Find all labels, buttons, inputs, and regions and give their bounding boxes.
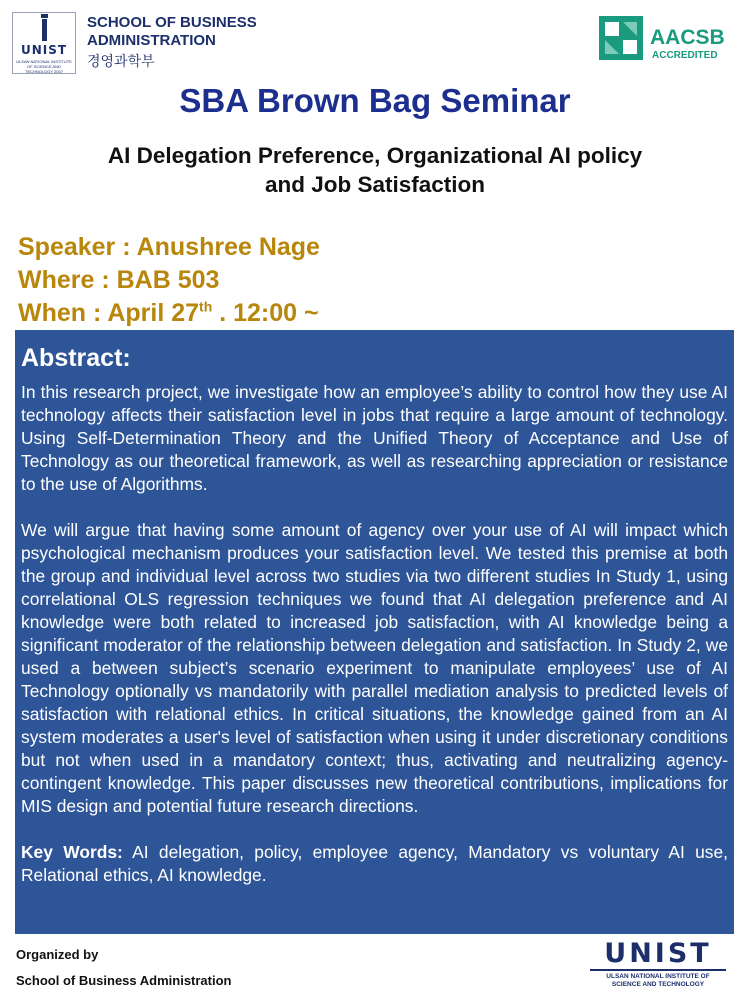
seminar-title: SBA Brown Bag Seminar — [179, 82, 571, 119]
abstract-box — [15, 330, 734, 934]
school-name — [87, 14, 307, 70]
when-superscript: th — [199, 298, 213, 315]
keywords-paragraph — [21, 841, 728, 887]
logo-word: UNIST — [20, 43, 68, 57]
when-line — [18, 297, 718, 330]
aacsb-text: AACSB — [650, 26, 725, 49]
event-info — [18, 231, 718, 330]
organizer-name: School of Business Administration — [16, 973, 232, 988]
where-line: Where : BAB 503 — [18, 266, 220, 294]
abstract-paragraph-2: We will argue that having some amount of agency over your use of AI will impact which psychological mechanism produces your satisfaction level. We tested this premise at both the group and individual level across two studies via two different studies In Study 1, using correlational OLS regression techniques we found that AI delegation preference and AI knowledge were both related to increased job satisfaction, with AI knowledge being a significant moderator of the relationship between delegation and satisfaction. In Study 2, we used a between subject’s scenario experiment to manipulate employees’ use of AI Technology optionally vs mandatorily with parallel mediation analysis to predicted levels of satisfaction with relational ethics. In critical situations, the knowledge gained from an AI system moderates a user's level of satisfaction when using it under discretionary conditions but not when used in a mandatory context; thus, activating and neutralizing agency-contingent knowledge. This paper discusses new theoretical contributions, implications for MIS design and potential future research directions. — [21, 520, 728, 816]
keywords-label: Key Words: — [21, 842, 123, 862]
footer-logo-word: UNIST — [604, 938, 712, 969]
abstract-heading: Abstract: — [21, 344, 131, 372]
organized-by-label: Organized by — [16, 947, 99, 962]
speaker-line: Speaker : Anushree Nage — [18, 233, 320, 261]
footer-logo-line-2: SCIENCE AND TECHNOLOGY — [611, 981, 705, 988]
footer-logo-rule — [590, 969, 726, 971]
organizer-block — [16, 942, 231, 994]
logo-mark-dot — [41, 14, 48, 18]
school-line-1: SCHOOL OF BUSINESS — [87, 14, 257, 31]
talk-title — [40, 141, 710, 199]
logo-small-text: ULSAN NATIONAL INSTITUTE OF SCIENCE AND TECHNOLOGY 2007 — [16, 59, 72, 74]
abstract-paragraph-1: In this research project, we investigate how an employee’s ability to control how they use AI technology affects their satisfaction level in jobs that require a large amount of technology. Using Self-Determination Theory and the Unified Theory of Acceptance and Use of Technology as our theoretical framework, as well as researching appreciation or resistance to the use of Algorithms. — [21, 382, 728, 494]
school-korean: 경영과학부 — [87, 53, 155, 69]
aacsb-accredited: ACCREDITED — [652, 50, 718, 61]
footer-logo-line-1: ULSAN NATIONAL INSTITUTE OF — [606, 973, 710, 980]
school-line-2: ADMINISTRATION — [87, 32, 216, 49]
talk-title-line-2: and Job Satisfaction — [264, 172, 486, 197]
unist-logo — [12, 12, 76, 74]
aacsb-badge — [599, 16, 734, 64]
logo-mark-bar — [42, 19, 47, 41]
talk-title-line-1: AI Delegation Preference, Organizational AI policy — [107, 143, 643, 168]
unist-footer-logo — [590, 940, 726, 990]
keywords-text: AI delegation, policy, employee agency, Mandatory vs voluntary AI use, Relational ethics, AI knowledge. — [21, 842, 728, 885]
when-prefix: When : April 27 — [18, 299, 200, 327]
aacsb-icon — [599, 16, 643, 60]
when-suffix: . 12:00 ~ — [212, 299, 319, 327]
